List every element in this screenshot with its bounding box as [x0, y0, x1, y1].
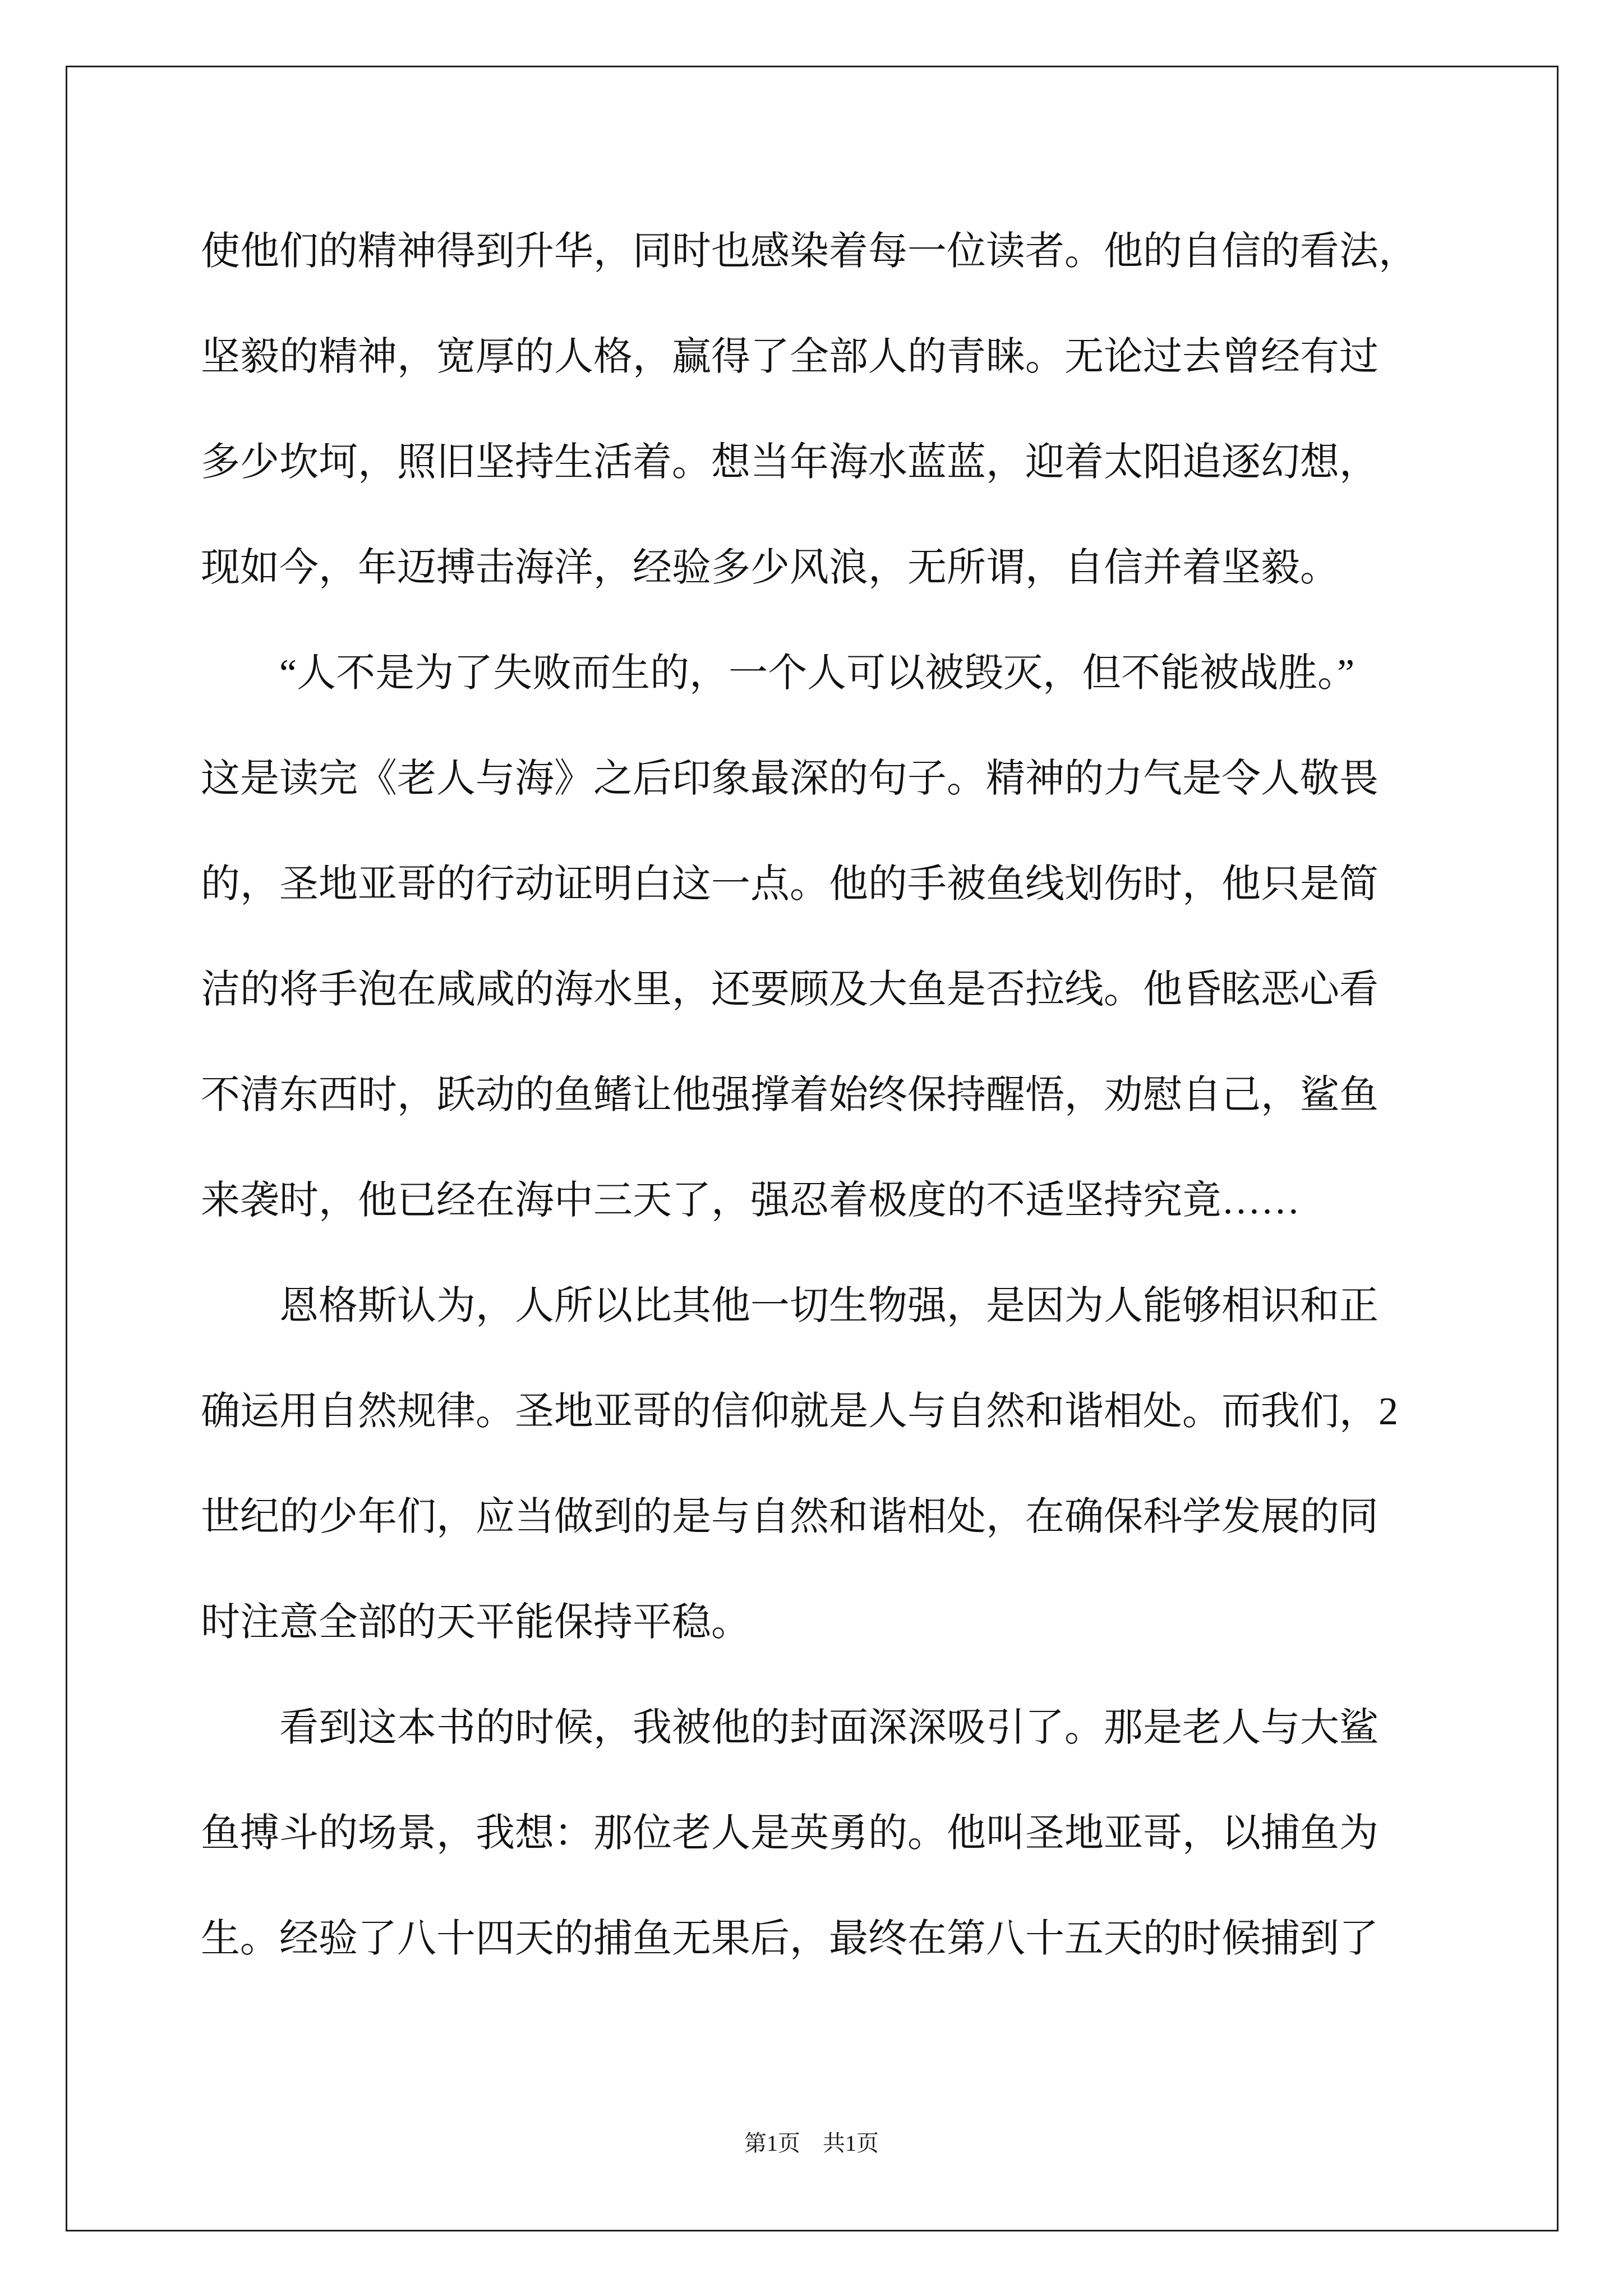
text-line: 世纪的少年们，应当做到的是与自然和谐相处，在确保科学发展的同 [201, 1496, 1378, 1539]
text-line: 的，圣地亚哥的行动证明白这一点。他的手被鱼线划伤时，他只是简 [201, 863, 1378, 906]
text-line: 洁的将手泡在咸咸的海水里，还要顾及大鱼是否拉线。他昏眩恶心看 [201, 968, 1378, 1011]
paragraph-2 [201, 621, 1541, 1254]
text-line: 现如今，年迈搏击海洋，经验多少风浪，无所谓，自信并着坚毅。 [201, 546, 1339, 590]
paragraph-4 [201, 1676, 1541, 1992]
text-line: 这是读完《老人与海》之后印象最深的句子。精神的力气是令人敬畏 [201, 757, 1378, 800]
paragraph-3 [201, 1254, 1541, 1676]
text-line: 使他们的精神得到升华，同时也感染着每一位读者。他的自信的看法， [201, 230, 1418, 273]
text-line: 看到这本书的时候，我被他的封面深深吸引了。那是老人与大鲨 [279, 1706, 1378, 1750]
text-line: 多少坎坷，照旧坚持生活着。想当年海水蓝蓝，迎着太阳追逐幻想， [201, 441, 1378, 484]
text-line: 生。经验了八十四天的捕鱼无果后，最终在第八十五天的时候捕到了 [201, 1917, 1378, 1961]
text-line: 鱼搏斗的场景，我想：那位老人是英勇的。他叫圣地亚哥，以捕鱼为 [201, 1812, 1378, 1855]
text-line: 确运用自然规律。圣地亚哥的信仰就是人与自然和谐相处。而我们，2 [201, 1390, 1398, 1433]
text-line: 时注意全部的天平能保持平稳。 [201, 1601, 750, 1644]
paragraph-1 [201, 199, 1541, 621]
text-line: “人不是为了失败而生的，一个人可以被毁灭，但不能被战胜。” [279, 652, 1355, 695]
text-line: 坚毅的精神，宽厚的人格，赢得了全部人的青睐。无论过去曾经有过 [201, 335, 1378, 379]
page-number-footer: 第1页 共1页 [744, 2131, 879, 2156]
text-line: 来袭时，他已经在海中三天了，强忍着极度的不适坚持究竟…… [201, 1179, 1300, 1222]
text-line: 不清东西时，跃动的鱼鳍让他强撑着始终保持醒悟，劝慰自己，鲨鱼 [201, 1074, 1378, 1117]
document-body [201, 199, 1541, 1992]
text-line: 恩格斯认为，人所以比其他一切生物强，是因为人能够相识和正 [279, 1285, 1378, 1328]
